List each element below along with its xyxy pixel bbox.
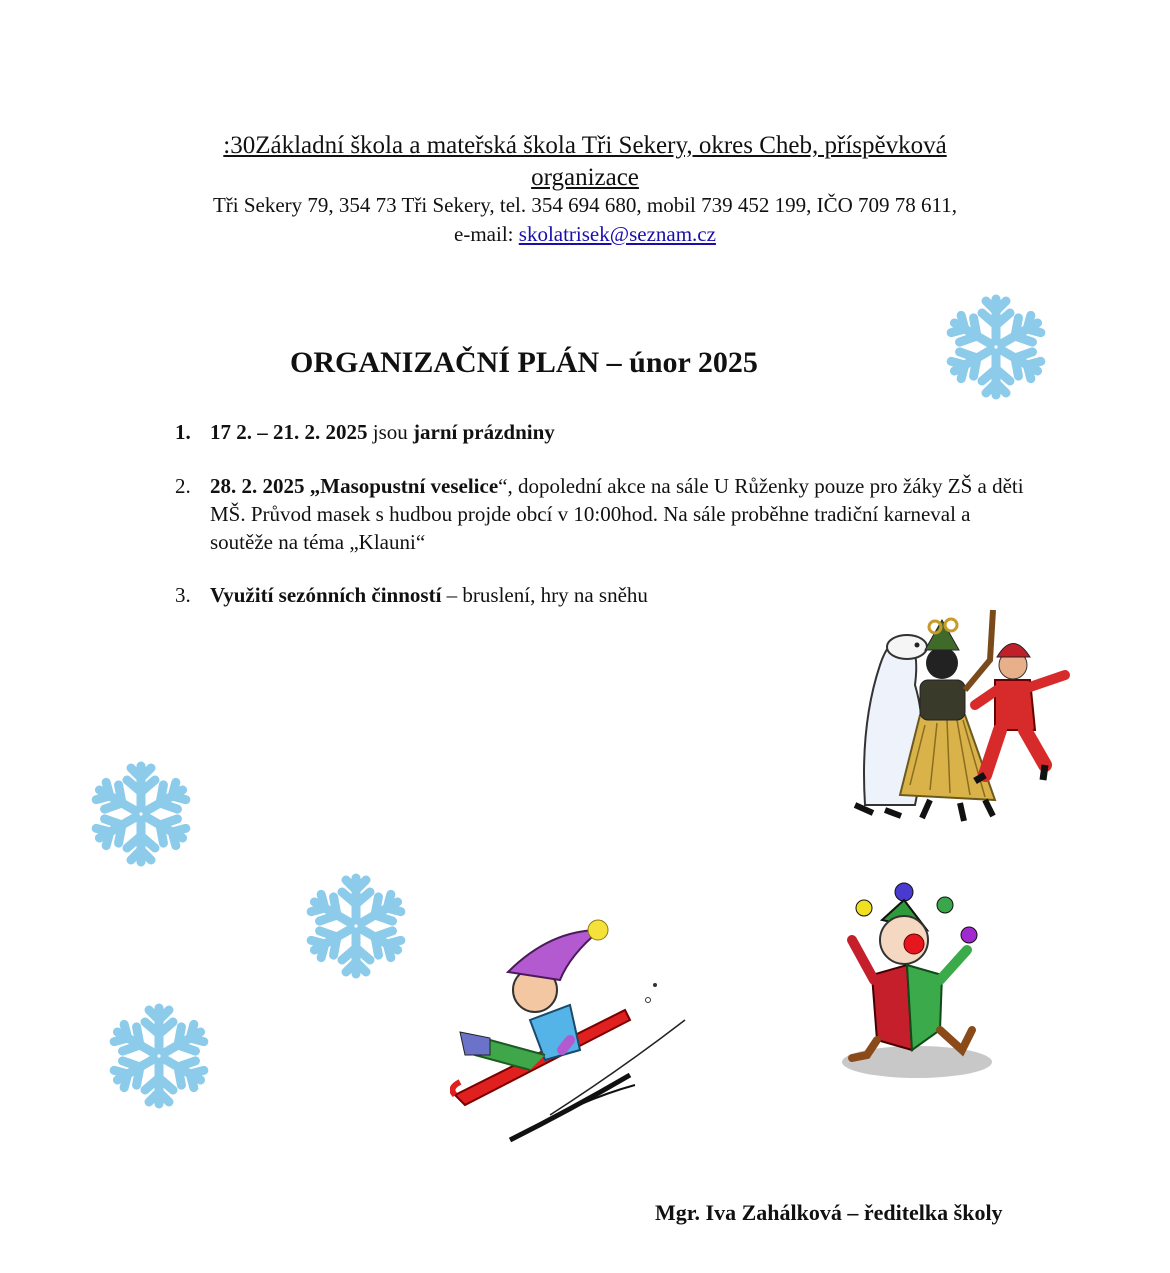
item-text: – bruslení, hry na sněhu	[441, 583, 648, 607]
item-text: “, dopolední akce na sále U Růženky pouze pro žáky ZŠ a děti MŠ. Průvod masek s hudbou projde obcí v 10:00hod. Na sále proběhne tradiční karneval a soutěže na téma „Klauni“	[210, 474, 1024, 554]
item-date: 28. 2. 2025 „Masopustní veselice	[210, 474, 499, 498]
email-label: e-mail:	[454, 222, 519, 246]
sledding-child-illustration	[450, 910, 690, 1150]
address-line: Tři Sekery 79, 354 73 Tři Sekery, tel. 354 694 680, mobil 739 452 199, IČO 709 78 611,	[212, 193, 958, 217]
item-text: jsou	[367, 420, 414, 444]
item-number: 2.	[175, 474, 191, 498]
list-item	[175, 418, 1035, 446]
school-name	[0, 130, 1170, 194]
page-title: ORGANIZAČNÍ PLÁN – únor 2025	[290, 346, 758, 379]
email-link[interactable]: skolatrisek@seznam.cz	[518, 222, 716, 246]
snowflake-icon	[302, 872, 410, 980]
masks-parade-illustration	[845, 605, 1080, 840]
school-name-line1: :30Základní škola a mateřská škola Tři Sekery, okres Cheb, příspěvková	[223, 132, 947, 159]
juggling-clown-illustration	[822, 880, 1002, 1085]
item-event: jarní prázdniny	[413, 420, 555, 444]
snowflake-icon	[942, 293, 1050, 401]
snowflake-icon	[87, 760, 195, 868]
snowflake-icon	[105, 1002, 213, 1110]
school-name-line2: organizace	[531, 164, 639, 191]
item-heading: Využití sezónních činností	[210, 583, 442, 607]
item-number: 3.	[175, 583, 191, 607]
email-line	[0, 221, 1170, 247]
signature: Mgr. Iva Zahálková – ředitelka školy	[655, 1200, 1003, 1225]
item-number: 1.	[175, 420, 191, 444]
item-date: 17 2. – 21. 2. 2025	[210, 420, 368, 444]
list-item	[175, 472, 1035, 556]
